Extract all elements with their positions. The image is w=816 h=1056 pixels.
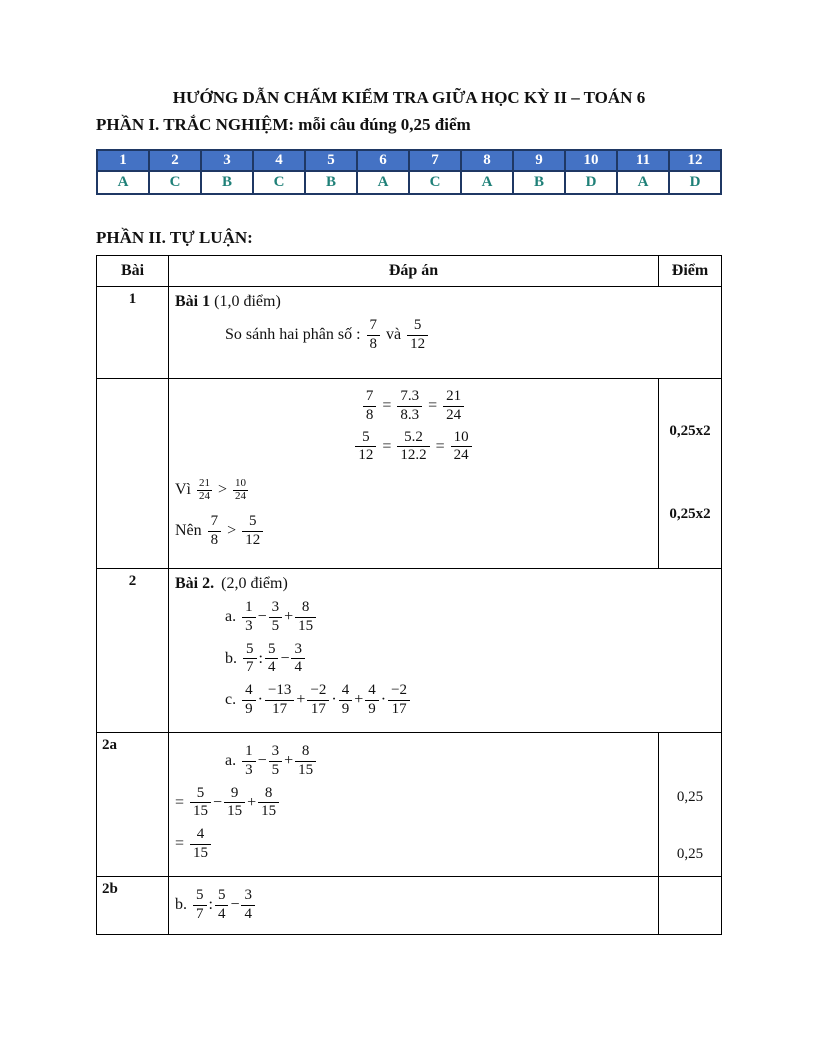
problem-2-title-rest: (2,0 điểm) <box>221 575 288 592</box>
math-text: = <box>175 835 189 853</box>
math-text: b. <box>175 896 191 914</box>
essay-row-solution-2a <box>97 733 722 877</box>
math-text: − <box>280 649 290 667</box>
problem-2-title <box>175 575 715 593</box>
math-text: và <box>382 326 406 344</box>
math-text: − <box>257 608 267 626</box>
answer-questions-row <box>97 150 721 171</box>
solution-1-cell <box>169 379 659 569</box>
fraction: $\frac{4}{9}$ <box>339 683 353 718</box>
question-number: 8 <box>461 150 513 171</box>
solution-1-line-nen <box>175 514 652 549</box>
math-text: + <box>284 752 294 770</box>
math-text: Vì <box>175 480 195 498</box>
fraction: $\frac{4}{15}$ <box>190 827 211 862</box>
essay-row-solution-2b <box>97 877 722 935</box>
fraction: $\frac{5}{7}$ <box>243 642 257 677</box>
problem-2-line-a <box>225 600 715 635</box>
math-text: · <box>331 691 337 709</box>
score-cell-solution-2b <box>659 877 722 935</box>
math-text: > <box>223 522 241 540</box>
solution-2b-statement <box>175 888 652 923</box>
essay-row-problem-1 <box>97 287 722 379</box>
solution-2a-cell <box>169 733 659 877</box>
answer-letter: A <box>97 171 149 194</box>
answer-letter: B <box>201 171 253 194</box>
math-text: Nên <box>175 522 206 540</box>
answer-letter: B <box>513 171 565 194</box>
math-text: = <box>431 437 449 455</box>
fraction: $\frac{-2}{17}$ <box>307 683 329 718</box>
math-text: = <box>175 793 189 811</box>
question-number: 2 <box>149 150 201 171</box>
fraction: $\frac{4}{9}$ <box>242 683 256 718</box>
math-text: − <box>257 752 267 770</box>
problem-1-cell <box>169 287 722 379</box>
question-number: 11 <box>617 150 669 171</box>
header-dap-an: Đáp án <box>169 256 659 287</box>
fraction: $\frac{5}{4}$ <box>265 642 279 677</box>
fraction: $\frac{7}{8}$ <box>208 514 222 549</box>
essay-row-problem-2 <box>97 569 722 733</box>
math-text: b. <box>225 649 241 667</box>
math-text: c. <box>225 691 241 709</box>
essay-answer-table <box>96 255 722 935</box>
answer-letter: C <box>409 171 461 194</box>
solution-1-line-vi <box>175 478 652 502</box>
fraction: $\frac{8}{15}$ <box>295 600 316 635</box>
math-text: : <box>208 896 213 914</box>
problem-1-title-bold: Bài 1 <box>175 293 211 310</box>
fraction: $\frac{1}{3}$ <box>242 600 256 635</box>
solution-1-line-2 <box>175 430 652 465</box>
multiple-choice-answer-table <box>96 149 722 195</box>
section1-heading: PHẦN I. TRẮC NGHIỆM: mỗi câu đúng 0,25 điểm <box>96 115 471 134</box>
fraction: $\frac{-2}{17}$ <box>388 683 410 718</box>
fraction: $\frac{21}{24}$ <box>443 389 464 424</box>
math-text: a. <box>225 752 241 770</box>
answer-letter: A <box>357 171 409 194</box>
score-cell-solution-1 <box>659 379 722 569</box>
math-text: > <box>214 480 232 498</box>
score-value: 0,25x2 <box>669 506 711 522</box>
solution-2a-step-1 <box>175 786 652 821</box>
problem-2-line-b <box>225 642 715 677</box>
fraction: $\frac{5}{12}$ <box>242 514 263 549</box>
fraction: $\frac{10}{24}$ <box>235 477 247 502</box>
problem-1-title-rest: (1,0 điểm) <box>210 293 281 310</box>
bai-cell-2: 2 <box>97 569 169 733</box>
solution-2a-statement <box>225 744 652 779</box>
math-text: + <box>247 793 257 811</box>
question-number: 9 <box>513 150 565 171</box>
fraction: $\frac{8}{15}$ <box>258 786 279 821</box>
math-text: So sánh hai phân số : <box>225 326 365 344</box>
math-text: = <box>378 437 396 455</box>
fraction: $\frac{1}{3}$ <box>242 744 256 779</box>
question-number: 4 <box>253 150 305 171</box>
question-number: 3 <box>201 150 253 171</box>
fraction: $\frac{3}{5}$ <box>269 600 283 635</box>
math-text: + <box>296 691 306 709</box>
question-number: 7 <box>409 150 461 171</box>
solution-2b-cell <box>169 877 659 935</box>
fraction: $\frac{7}{8}$ <box>367 318 381 353</box>
fraction: $\frac{9}{15}$ <box>224 786 245 821</box>
math-text: = <box>424 397 442 415</box>
math-text: : <box>258 649 263 667</box>
solution-2a-step-2 <box>175 827 652 862</box>
fraction: $\frac{5}{15}$ <box>190 786 211 821</box>
fraction: $\frac{5}{4}$ <box>215 888 229 923</box>
answer-letter: C <box>253 171 305 194</box>
fraction: $\frac{8}{15}$ <box>295 744 316 779</box>
fraction: $\frac{21}{24}$ <box>199 477 210 502</box>
bai-cell-1: 1 <box>97 287 169 379</box>
fraction: $\frac{3}{5}$ <box>269 744 283 779</box>
question-number: 6 <box>357 150 409 171</box>
math-text: − <box>230 896 240 914</box>
problem-2-line-c <box>225 683 715 718</box>
fraction: $\frac{5}{12}$ <box>355 430 376 465</box>
essay-table-header-row <box>97 256 722 287</box>
fraction: $\frac{-13}{17}$ <box>265 683 294 718</box>
math-text: a. <box>225 608 241 626</box>
answer-letter: D <box>669 171 721 194</box>
section2-heading: PHẦN II. TỰ LUẬN: <box>96 228 253 247</box>
score-cell-solution-2a <box>659 733 722 877</box>
fraction: $\frac{10}{24}$ <box>451 430 472 465</box>
score-value: 0,25 <box>676 789 704 805</box>
problem-1-title <box>175 293 715 311</box>
fraction: $\frac{3}{4}$ <box>291 642 305 677</box>
fraction: $\frac{5.2}{12.2}$ <box>397 430 429 465</box>
math-text: · <box>257 691 263 709</box>
math-text: = <box>378 397 396 415</box>
math-text: · <box>380 691 387 709</box>
problem-1-statement <box>225 318 715 353</box>
fraction: $\frac{5}{7}$ <box>193 888 207 923</box>
fraction: $\frac{5}{12}$ <box>407 318 428 353</box>
header-diem: Điểm <box>659 256 722 287</box>
fraction: $\frac{7.3}{8.3}$ <box>397 389 422 424</box>
score-value: 0,25 <box>676 846 704 862</box>
math-text: − <box>213 793 223 811</box>
answer-letter: B <box>305 171 357 194</box>
essay-row-solution-1 <box>97 379 722 569</box>
score-value: 0,25x2 <box>669 423 711 439</box>
document-title: HƯỚNG DẪN CHẤM KIỂM TRA GIỮA HỌC KỲ II – TOÁN 6 <box>172 88 646 107</box>
question-number: 5 <box>305 150 357 171</box>
solution-1-line-1 <box>175 389 652 424</box>
math-text: + <box>354 691 364 709</box>
answer-letter: A <box>461 171 513 194</box>
answer-letters-row <box>97 171 721 194</box>
answer-letter: D <box>565 171 617 194</box>
math-text: + <box>284 608 294 626</box>
fraction: $\frac{3}{4}$ <box>241 888 255 923</box>
bai-cell-empty <box>97 379 169 569</box>
question-number: 1 <box>97 150 149 171</box>
fraction: $\frac{4}{9}$ <box>365 683 379 718</box>
question-number: 10 <box>565 150 617 171</box>
bai-cell-2b: 2b <box>97 877 169 935</box>
answer-letter: A <box>617 171 669 194</box>
question-number: 12 <box>669 150 721 171</box>
bai-cell-2a: 2a <box>97 733 169 877</box>
problem-2-cell <box>169 569 722 733</box>
problem-2-title-bold: Bài 2. <box>175 575 215 592</box>
fraction: $\frac{7}{8}$ <box>363 389 377 424</box>
header-bai: Bài <box>97 256 169 287</box>
answer-letter: C <box>149 171 201 194</box>
